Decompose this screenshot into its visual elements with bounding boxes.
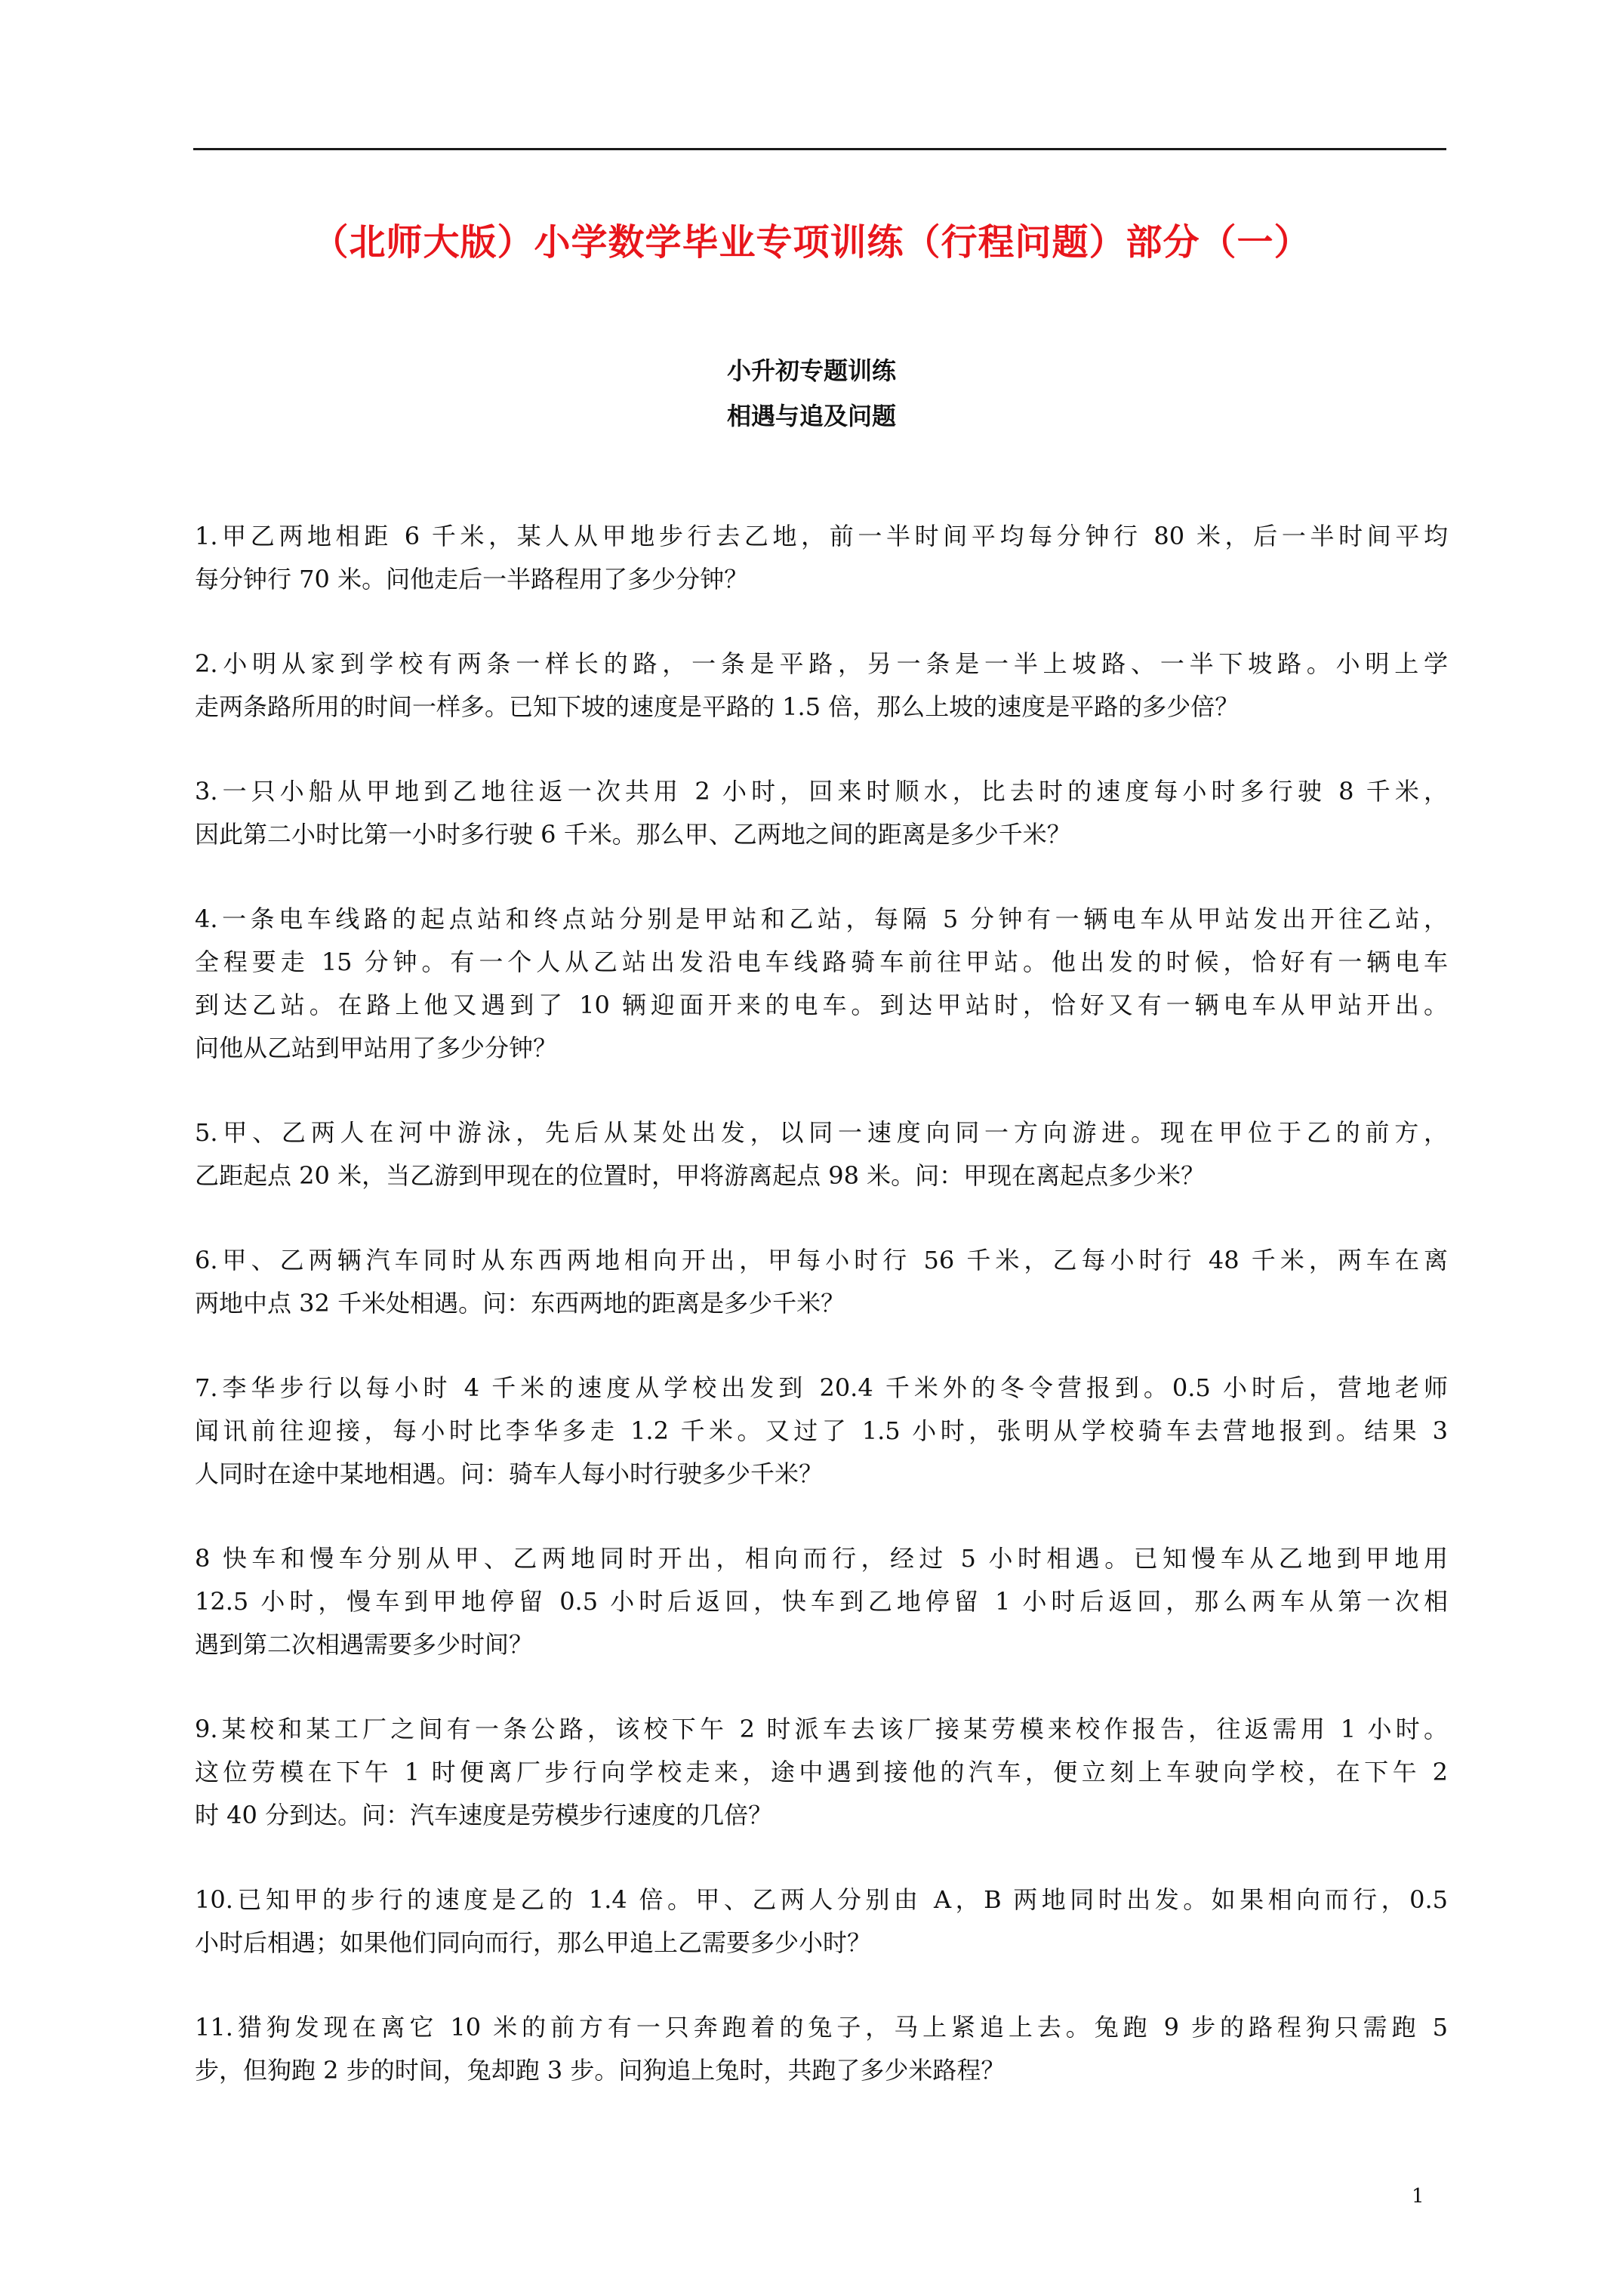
problem-list: [195, 515, 1448, 2134]
problem-text-line: 4.一条电车线路的起点站和终点站分别是甲站和乙站，每隔 5 分钟有一辆电车从甲站发出开往乙站，: [195, 905, 1448, 933]
problem-text-line: 走两条路所用的时间一样多。已知下坡的速度是平路的 1.5 倍，那么上坡的速度是平路的多少倍？: [195, 692, 1240, 721]
problem-text-line: 到达乙站。在路上他又遇到了 10 辆迎面开来的电车。到达甲站时，恰好又有一辆电车从甲站开出。: [195, 991, 1448, 1019]
problem-text-line: 10.已知甲的步行的速度是乙的 1.4 倍。甲、乙两人分别由 A，B 两地同时出发。如果相向而行，0.5: [195, 1885, 1448, 1914]
problem-text-line: 2.小明从家到学校有两条一样长的路，一条是平路，另一条是一半上坡路、一半下坡路。小明上学: [195, 649, 1448, 678]
problem-text-line: 遇到第二次相遇需要多少时间？: [195, 1630, 534, 1659]
problem-text-line: 闻讯前往迎接，每小时比李华多走 1.2 千米。又过了 1.5 小时，张明从学校骑车去营地报到。结果 3: [195, 1416, 1448, 1445]
problem-text-line: 5.甲、乙两人在河中游泳，先后从某处出发，以同一速度向同一方向游进。现在甲位于乙的前方，: [195, 1118, 1448, 1147]
problem-text-line: 乙距起点 20 米，当乙游到甲现在的位置时，甲将游离起点 98 米。问：甲现在离起点多少米？: [195, 1161, 1206, 1190]
problem-text-line: 1.甲乙两地相距 6 千米，某人从甲地步行去乙地，前一半时间平均每分钟行 80 米，后一半时间平均: [195, 522, 1448, 550]
problem-text-line: 这位劳模在下午 1 时便离厂步行向学校走来，途中遇到接他的汽车，便立刻上车驶向学校，在下午 2: [195, 1758, 1448, 1786]
problem-item: [195, 2006, 1448, 2092]
problem-text-line: 3.一只小船从甲地到乙地往返一次共用 2 小时，回来时顺水，比去时的速度每小时多行驶 8 千米，: [195, 777, 1448, 806]
section-subtitle: 小升初专题训练: [726, 356, 896, 385]
topic-subtitle: 相遇与追及问题: [726, 402, 896, 430]
problem-text-line: 两地中点 32 千米处相遇。问：东西两地的距离是多少千米？: [195, 1289, 845, 1318]
problem-text-line: 问他从乙站到甲站用了多少分钟？: [195, 1034, 558, 1062]
problem-text-line: 6.甲、乙两辆汽车同时从东西两地相向开出，甲每小时行 56 千米，乙每小时行 48 千米，两车在离: [195, 1246, 1448, 1274]
problem-item: [195, 1111, 1448, 1197]
problem-text-line: 小时后相遇；如果他们同向而行，那么甲追上乙需要多少小时？: [195, 1928, 872, 1957]
problem-text-line: 每分钟行 70 米。问他走后一半路程用了多少分钟？: [195, 565, 749, 593]
problem-text-line: 步，但狗跑 2 步的时间，兔却跑 3 步。问狗追上兔时，共跑了多少米路程？: [195, 2056, 1006, 2085]
problem-text-line: 人同时在途中某地相遇。问：骑车人每小时行驶多少千米？: [195, 1459, 824, 1488]
problem-item: [195, 770, 1448, 856]
problem-text-line: 8 快车和慢车分别从甲、乙两地同时开出，相向而行，经过 5 小时相遇。已知慢车从乙地到甲地用: [195, 1544, 1448, 1573]
problem-text-line: 12.5 小时，慢车到甲地停留 0.5 小时后返回，快车到乙地停留 1 小时后返回，那么两车从第一次相: [195, 1587, 1448, 1616]
problem-item: [195, 643, 1448, 729]
problem-text-line: 时 40 分到达。问：汽车速度是劳模步行速度的几倍？: [195, 1801, 773, 1829]
problem-item: [195, 1367, 1448, 1496]
page-number: 1: [1412, 2185, 1424, 2208]
problem-text-line: 因此第二小时比第一小时多行驶 6 千米。那么甲、乙两地之间的距离是多少千米？: [195, 820, 1071, 849]
header-rule: [193, 148, 1446, 150]
problem-item: [195, 1537, 1448, 1666]
document-title: （北师大版）小学数学毕业专项训练（行程问题）部分（一）: [312, 221, 1311, 264]
problem-item: [195, 1708, 1448, 1837]
problem-item: [195, 515, 1448, 601]
problem-item: [195, 1878, 1448, 1965]
problem-text-line: 全程要走 15 分钟。有一个人从乙站出发沿电车线路骑车前往甲站。他出发的时候，恰好有一辆电车: [195, 948, 1448, 976]
problem-item: [195, 1239, 1448, 1325]
problem-text-line: 7.李华步行以每小时 4 千米的速度从学校出发到 20.4 千米外的冬令营报到。0.5 小时后，营地老师: [195, 1373, 1448, 1402]
problem-item: [195, 898, 1448, 1070]
problem-text-line: 9.某校和某工厂之间有一条公路，该校下午 2 时派车去该厂接某劳模来校作报告，往返需用 1 小时。: [195, 1715, 1448, 1743]
problem-text-line: 11.猎狗发现在离它 10 米的前方有一只奔跑着的兔子，马上紧追上去。兔跑 9 步的路程狗只需跑 5: [195, 2013, 1448, 2042]
